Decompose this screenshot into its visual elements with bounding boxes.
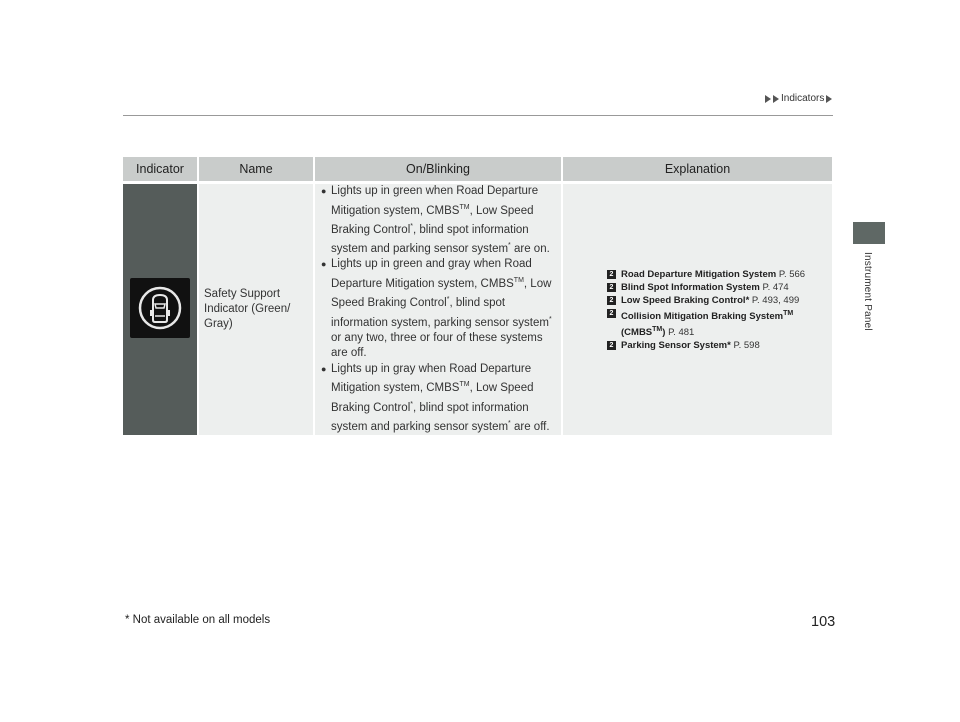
bullet-icon: ● [321, 363, 327, 374]
explanation-cell [563, 184, 832, 435]
safety-support-car-icon [130, 278, 190, 338]
reference-link[interactable]: 2 Blind Spot Information System P. 474 [607, 281, 832, 294]
reference-link[interactable]: 2 Road Departure Mitigation System P. 566 [607, 268, 832, 281]
reference-arrow-icon: 2 [607, 309, 616, 318]
section-tab[interactable] [853, 222, 885, 244]
header-divider [123, 115, 833, 116]
list-item: ● Lights up in green when Road Departure Mitigation system, CMBS™, Low Speed Braking Control*, blind spot information system and parking sensor system* are on. [321, 184, 557, 257]
page-number: 103 [811, 614, 836, 630]
section-tab-label: Instrument Panel [862, 252, 873, 331]
bullet-icon: ● [321, 259, 327, 270]
table-row [123, 184, 832, 435]
breadcrumb-arrow-icon [826, 95, 832, 103]
column-header-on-blinking: On/Blinking [315, 157, 563, 184]
reference-arrow-icon: 2 [607, 283, 616, 292]
reference-arrow-icon: 2 [607, 296, 616, 305]
breadcrumb-label[interactable]: Indicators [781, 93, 825, 104]
indicator-name: Safety Support Indicator (Green/ Gray) [199, 184, 315, 435]
list-item: ● Lights up in gray when Road Departure Mitigation system, CMBS™, Low Speed Braking Control*, blind spot information system and parking sensor system* are off. [321, 362, 557, 435]
indicator-cell [123, 184, 199, 435]
on-blinking-cell [315, 184, 563, 435]
breadcrumb-arrow-icon [765, 95, 771, 103]
bullet-icon: ● [321, 186, 327, 196]
column-header-name: Name [199, 157, 315, 184]
footnote: * Not available on all models [125, 614, 271, 626]
reference-link[interactable]: 2 Low Speed Braking Control* P. 493, 499 [607, 294, 832, 307]
column-header-explanation: Explanation [563, 157, 832, 184]
reference-link[interactable]: 2 Collision Mitigation Braking System™ (CMBS™) P. 481 [607, 307, 832, 339]
breadcrumb [765, 93, 832, 104]
breadcrumb-arrow-icon [773, 95, 779, 103]
reference-link[interactable]: 2 Parking Sensor System* P. 598 [607, 339, 832, 352]
list-item: ● Lights up in green and gray when Road Departure Mitigation system, CMBS™, Low Speed Braking Control*, blind spot information system, parking sensor system* or any two, three or four of these systems are off. [321, 257, 557, 361]
column-header-indicator: Indicator [123, 157, 199, 184]
indicator-table [123, 157, 832, 435]
reference-arrow-icon: 2 [607, 270, 616, 279]
reference-arrow-icon: 2 [607, 341, 616, 350]
